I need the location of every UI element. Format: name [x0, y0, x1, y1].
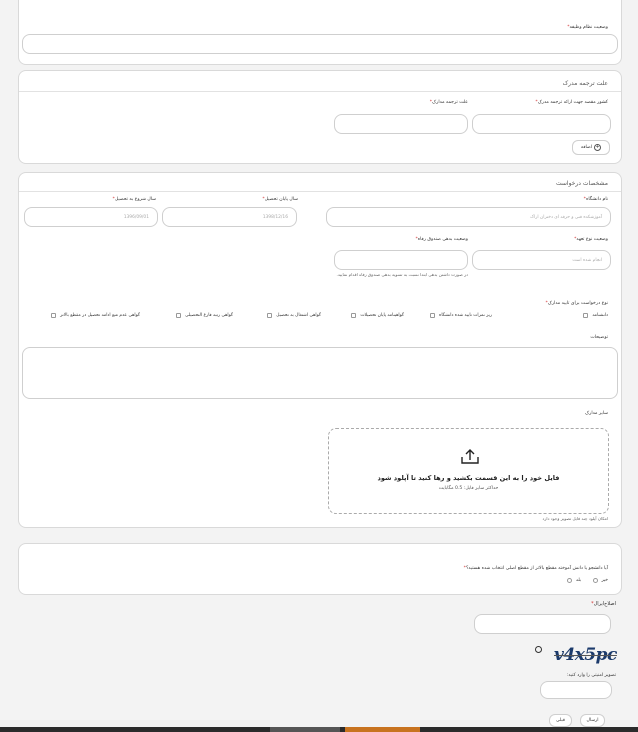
other-docs-label: سایر مدارک	[584, 411, 608, 416]
radio[interactable]	[567, 578, 572, 583]
answer-yes-label: بله	[575, 578, 581, 583]
option-rank-cert[interactable]	[176, 312, 233, 319]
welfare-debt-note: در صورت داشتن بدهی ابتدا نسبت به تسویه بدهی صندوق رفاه اقدام نمایید.	[336, 272, 468, 277]
translation-divider	[19, 91, 621, 92]
military-status-label-text: وضعیت نظام وظیفه	[569, 25, 608, 30]
taskbar-active-app[interactable]	[345, 727, 420, 732]
captcha-text: v4x5pc	[554, 645, 617, 665]
checkbox[interactable]	[583, 313, 588, 318]
translation-reason-label: علت ترجمه مدارک*	[429, 100, 468, 105]
military-status-card	[18, 0, 622, 65]
request-divider	[19, 191, 621, 192]
captcha-image	[554, 644, 617, 666]
upload-note: امکان آپلود چند فایل تصویر وجود دارد	[542, 516, 608, 521]
add-button[interactable]	[572, 140, 610, 155]
option-graduation-cert-label: گواهینامه پایان تحصیلات	[360, 313, 404, 318]
upload-size-hint: حداکثر سایز فایل: 0.5 مگابایت	[438, 486, 499, 491]
end-year-value: 1398/12/16	[262, 214, 288, 220]
captcha-field[interactable]	[540, 681, 612, 699]
welfare-debt-label-text: وضعیت بدهی صندوق رفاه	[417, 237, 468, 242]
welfare-debt-label: وضعیت بدهی صندوق رفاه*	[415, 237, 468, 242]
answer-no[interactable]	[593, 577, 608, 584]
radio[interactable]	[593, 578, 598, 583]
option-enrollment-cert[interactable]	[267, 312, 321, 319]
send-button[interactable]	[580, 714, 605, 727]
university-field[interactable]	[326, 207, 611, 227]
end-year-field[interactable]	[162, 207, 297, 227]
higher-degree-question-text: آیا دانشجو یا دانش آموخته مقطع بالاتر از مقطع اصلی انتخاب شده هستید؟	[465, 566, 608, 571]
option-diploma[interactable]	[583, 312, 608, 319]
previous-button-label: قبلی	[556, 718, 565, 723]
checkbox[interactable]	[351, 313, 356, 318]
end-year-label-text: سال پایان تحصیل	[264, 197, 298, 202]
upload-icon	[459, 447, 481, 467]
option-enrollment-cert-label: گواهی اشتغال به تحصیل	[276, 313, 321, 318]
checkbox[interactable]	[267, 313, 272, 318]
option-diploma-label: دانشنامه	[592, 313, 608, 318]
file-dropzone[interactable]	[328, 428, 609, 514]
commitment-placeholder: انجام شده است	[572, 257, 602, 263]
send-button-label: ارسال	[586, 718, 599, 723]
university-placeholder: آموزشکده فنی و حرفه ای دختران اراک	[530, 214, 602, 220]
higher-degree-question: آیا دانشجو یا دانش آموخته مقطع بالاتر از مقطع اصلی انتخاب شده هستید؟*	[463, 566, 608, 571]
end-year-label: سال پایان تحصیل*	[262, 197, 298, 202]
captcha-prompt: تصویر امنیتی را وارد کنید:	[566, 673, 616, 678]
description-label: توضیحات	[590, 335, 608, 340]
checkbox[interactable]	[430, 313, 435, 318]
upload-title: فایل خود را به این قسمت بکشید و رها کنید تا آپلود شود	[377, 474, 560, 482]
option-transcript[interactable]	[430, 312, 492, 319]
translation-reason-select[interactable]	[334, 114, 468, 134]
taskbar-app[interactable]	[270, 727, 340, 732]
military-status-label: وضعیت نظام وظیفه*	[567, 25, 608, 30]
translation-reason-label-text: علت ترجمه مدارک	[432, 100, 468, 105]
start-year-value: 1396/09/01	[123, 214, 149, 220]
commitment-label-text: وضعیت نوع تعهد	[576, 237, 608, 242]
university-label-text: نام دانشگاه	[585, 197, 608, 202]
plus-circle-icon: +	[595, 144, 600, 150]
university-label: نام دانشگاه*	[583, 197, 608, 202]
option-no-ban-cert-label: گواهی عدم منع ادامه تحصیل در مقطع بالاتر	[60, 313, 140, 318]
option-graduation-cert[interactable]	[351, 312, 404, 319]
correction-label-text: اصلاح‌ایرال	[593, 601, 616, 607]
checkbox[interactable]	[176, 313, 181, 318]
destination-country-select[interactable]	[472, 114, 611, 134]
answer-no-label: خیر	[601, 578, 608, 583]
commitment-label: وضعیت نوع تعهد*	[574, 237, 608, 242]
destination-country-label: کشور مقصد جهت ارائه ترجمه مدرک*	[535, 100, 608, 105]
refresh-captcha-icon[interactable]	[535, 646, 542, 653]
welfare-debt-field[interactable]	[334, 250, 468, 270]
option-rank-cert-label: گواهی رتبه فارغ التحصیلی	[185, 313, 233, 318]
checkbox[interactable]	[51, 313, 56, 318]
answer-yes[interactable]	[567, 577, 581, 584]
option-transcript-label: ریز نمرات تایید شده دانشگاه	[439, 313, 492, 318]
start-year-label-text: سال شروع به تحصیل	[114, 197, 156, 202]
add-button-label: اضافه	[580, 145, 593, 150]
request-section-title: مشخصات درخواست	[556, 180, 608, 187]
commitment-field[interactable]	[472, 250, 611, 270]
previous-button[interactable]	[549, 714, 572, 727]
translation-section-title: علت ترجمه مدرک	[562, 80, 608, 87]
start-year-field[interactable]	[24, 207, 158, 227]
start-year-label: سال شروع به تحصیل*	[112, 197, 156, 202]
description-textarea[interactable]	[22, 347, 618, 399]
request-type-label-text: نوع درخواست برای تایید مدارک	[547, 301, 608, 306]
correction-label: اصلاح‌ایرال*	[591, 601, 616, 607]
option-no-ban-cert[interactable]	[51, 312, 140, 319]
military-status-field[interactable]	[22, 34, 618, 54]
destination-country-label-text: کشور مقصد جهت ارائه ترجمه مدرک	[537, 100, 608, 105]
correction-field[interactable]	[474, 614, 611, 634]
request-type-label: نوع درخواست برای تایید مدارک*	[545, 301, 608, 306]
